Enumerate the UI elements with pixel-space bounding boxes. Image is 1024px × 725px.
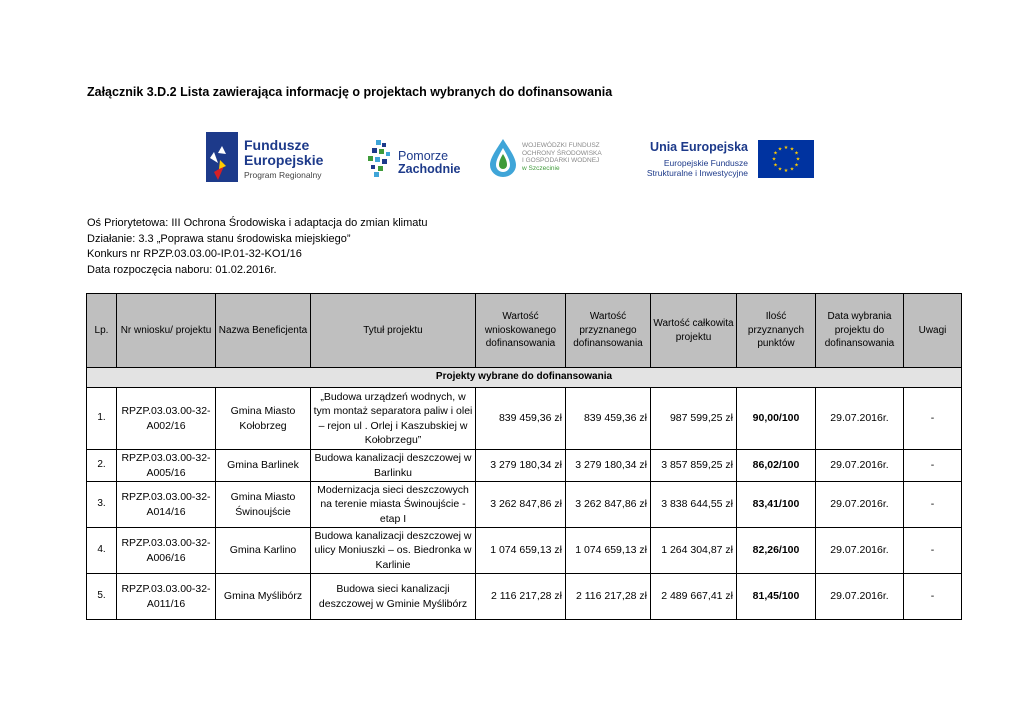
- priority-axis: Oś Priorytetowa: III Ochrona Środowiska i adaptacja do zmian klimatu: [87, 217, 428, 229]
- pomorze-emblem-icon: [366, 140, 396, 178]
- cell-selection-date: 29.07.2016r.: [816, 388, 904, 450]
- call-start-date: Data rozpoczęcia naboru: 01.02.2016r.: [87, 263, 277, 276]
- cell-total-value: 2 489 667,41 zł: [651, 574, 737, 620]
- header-project-title: Tytuł projektu: [311, 294, 476, 368]
- section-label: Projekty wybrane do dofinansowania: [87, 368, 962, 388]
- fe-logo-line1: Fundusze: [244, 137, 310, 153]
- cell-beneficiary: Gmina Barlinek: [216, 450, 311, 482]
- svg-text:★: ★: [777, 166, 783, 173]
- table-header-row: [87, 294, 962, 368]
- wfos-logo-line4: w Szczecinie: [522, 164, 560, 172]
- pomorze-logo-line1: Pomorze: [398, 149, 449, 163]
- cell-total-value: 987 599,25 zł: [651, 388, 737, 450]
- cell-selection-date: 29.07.2016r.: [816, 574, 904, 620]
- document-title: Załącznik 3.D.2 Lista zawierająca informację o projektach wybranych do dofinansowania: [87, 85, 613, 99]
- cell-lp: 5.: [87, 574, 117, 620]
- header-total-value: Wartość całkowita projektu: [651, 294, 737, 368]
- cell-project-title: Modernizacja sieci deszczowych na terenie miasta Świnoujście - etap I: [311, 482, 476, 528]
- svg-text:★: ★: [771, 156, 777, 163]
- header-requested-funding: Wartość wnioskowanego dofinansowania: [476, 294, 566, 368]
- cell-lp: 3.: [87, 482, 117, 528]
- pomorze-logo-line2: Zachodnie: [398, 162, 461, 176]
- fe-logo-line3: Program Regionalny: [244, 170, 322, 180]
- table-row: [87, 574, 962, 620]
- cell-selection-date: 29.07.2016r.: [816, 450, 904, 482]
- fundusze-europejskie-logo: [206, 132, 334, 184]
- water-drop-icon: [488, 138, 518, 178]
- fe-logo-line2: Europejskie: [244, 152, 324, 168]
- cell-project-title: Budowa kanalizacji deszczowej w ulicy Moniuszki – os. Biedronka w Karlinie: [311, 528, 476, 574]
- table-row: [87, 450, 962, 482]
- cell-project-title: Budowa kanalizacji deszczowej w Barlinku: [311, 450, 476, 482]
- header-application-number: Nr wniosku/ projektu: [117, 294, 216, 368]
- table-row: [87, 482, 962, 528]
- header-remarks: Uwagi: [904, 294, 962, 368]
- ue-logo-line3: Strukturalne i Inwestycyjne: [646, 168, 748, 178]
- pomorze-zachodnie-logo: [366, 140, 461, 180]
- cell-project-title: „Budowa urządzeń wodnych, w tym montaż separatora paliw i olei – rejon ul . Orlej i Kaszubskiej w Kołobrzegu”: [311, 388, 476, 450]
- wfos-logo-line2: OCHRONY ŚRODOWISKA: [522, 149, 602, 157]
- cell-granted-funding: 1 074 659,13 zł: [566, 528, 651, 574]
- cell-remarks: -: [904, 574, 962, 620]
- cell-application-number: RPZP.03.03.00-32-A014/16: [117, 482, 216, 528]
- cell-lp: 4.: [87, 528, 117, 574]
- svg-text:★: ★: [777, 146, 783, 153]
- cell-total-value: 3 857 859,25 zł: [651, 450, 737, 482]
- header-lp: Lp.: [87, 294, 117, 368]
- measure: Działanie: 3.3 „Poprawa stanu środowiska miejskiego”: [87, 232, 351, 245]
- cell-points: 86,02/100: [737, 450, 816, 482]
- cell-requested-funding: 1 074 659,13 zł: [476, 528, 566, 574]
- cell-granted-funding: 3 279 180,34 zł: [566, 450, 651, 482]
- cell-granted-funding: 3 262 847,86 zł: [566, 482, 651, 528]
- eu-flag-icon: [758, 140, 814, 178]
- cell-points: 81,45/100: [737, 574, 816, 620]
- svg-text:★: ★: [794, 150, 799, 157]
- header-selection-date: Data wybrania projektu do dofinansowania: [816, 294, 904, 368]
- cell-application-number: RPZP.03.03.00-32-A005/16: [117, 450, 216, 482]
- cell-beneficiary: Gmina Miasto Świnoujście: [216, 482, 311, 528]
- cell-remarks: -: [904, 450, 962, 482]
- cell-requested-funding: 3 279 180,34 zł: [476, 450, 566, 482]
- unia-europejska-logo: [638, 138, 818, 180]
- cell-lp: 2.: [87, 450, 117, 482]
- cell-remarks: -: [904, 482, 962, 528]
- cell-application-number: RPZP.03.03.00-32-A006/16: [117, 528, 216, 574]
- cell-remarks: -: [904, 528, 962, 574]
- svg-text:★: ★: [783, 145, 789, 151]
- cell-total-value: 1 264 304,87 zł: [651, 528, 737, 574]
- logo-bar: [0, 128, 1024, 188]
- svg-text:★: ★: [794, 162, 799, 169]
- cell-application-number: RPZP.03.03.00-32-A002/16: [117, 388, 216, 450]
- table-row: [87, 388, 962, 450]
- competition-number: Konkurs nr RPZP.03.03.00-IP.01-32-KO1/16: [87, 248, 302, 260]
- cell-lp: 1.: [87, 388, 117, 450]
- ue-logo-line2: Europejskie Fundusze: [663, 158, 748, 168]
- svg-text:★: ★: [789, 146, 795, 153]
- cell-points: 90,00/100: [737, 388, 816, 450]
- fe-emblem-icon: [206, 132, 238, 182]
- wfos-logo: [488, 138, 612, 182]
- cell-selection-date: 29.07.2016r.: [816, 528, 904, 574]
- header-points: Ilość przyznanych punktów: [737, 294, 816, 368]
- header-beneficiary: Nazwa Beneficjenta: [216, 294, 311, 368]
- cell-beneficiary: Gmina Karlino: [216, 528, 311, 574]
- wfos-logo-line1: WOJEWÓDZKI FUNDUSZ: [522, 142, 600, 149]
- cell-beneficiary: Gmina Miasto Kołobrzeg: [216, 388, 311, 450]
- cell-granted-funding: 2 116 217,28 zł: [566, 574, 651, 620]
- competition-info: [87, 216, 428, 278]
- section-row: [87, 368, 962, 388]
- cell-requested-funding: 3 262 847,86 zł: [476, 482, 566, 528]
- svg-text:★: ★: [789, 166, 795, 173]
- cell-beneficiary: Gmina Myślibórz: [216, 574, 311, 620]
- svg-text:★: ★: [773, 150, 778, 157]
- cell-points: 83,41/100: [737, 482, 816, 528]
- header-granted-funding: Wartość przyznanego dofinansowania: [566, 294, 651, 368]
- ue-logo-line1: Unia Europejska: [650, 140, 748, 154]
- cell-points: 82,26/100: [737, 528, 816, 574]
- table-row: [87, 528, 962, 574]
- projects-table: [86, 293, 962, 620]
- cell-granted-funding: 839 459,36 zł: [566, 388, 651, 450]
- svg-text:★: ★: [773, 162, 778, 169]
- cell-requested-funding: 839 459,36 zł: [476, 388, 566, 450]
- wfos-logo-line3: I GOSPODARKI WODNEJ: [522, 157, 600, 164]
- cell-project-title: Budowa sieci kanalizacji deszczowej w Gminie Myślibórz: [311, 574, 476, 620]
- svg-text:★: ★: [783, 168, 789, 174]
- cell-requested-funding: 2 116 217,28 zł: [476, 574, 566, 620]
- cell-remarks: -: [904, 388, 962, 450]
- cell-application-number: RPZP.03.03.00-32-A011/16: [117, 574, 216, 620]
- cell-selection-date: 29.07.2016r.: [816, 482, 904, 528]
- cell-total-value: 3 838 644,55 zł: [651, 482, 737, 528]
- svg-text:★: ★: [795, 156, 801, 163]
